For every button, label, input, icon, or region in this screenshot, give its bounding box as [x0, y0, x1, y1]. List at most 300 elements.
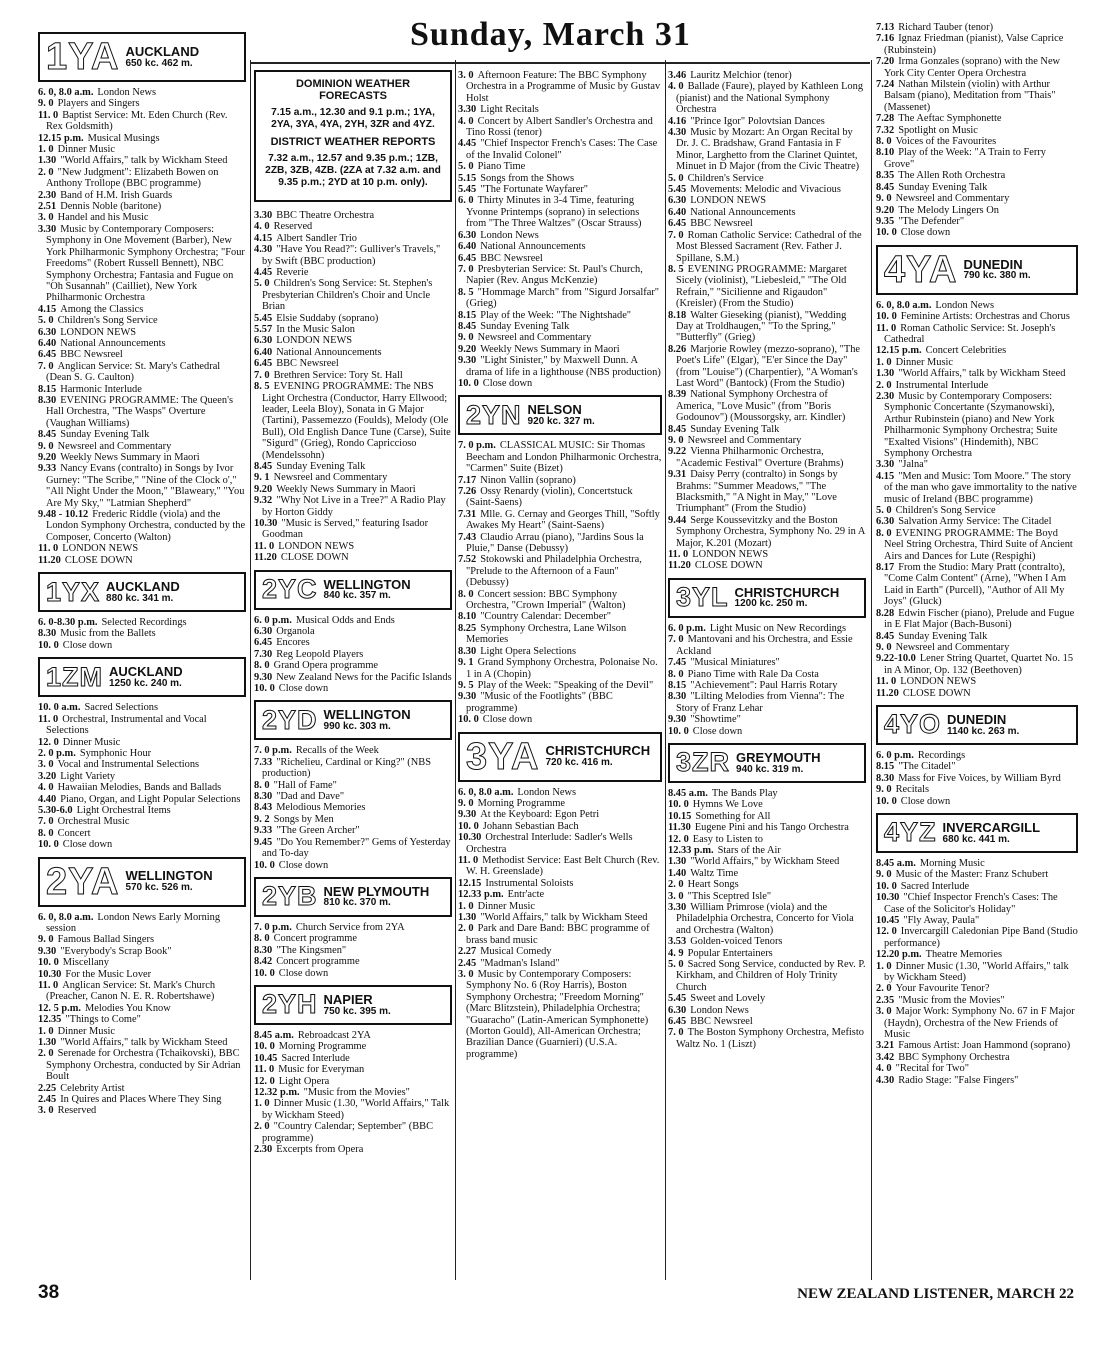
- programme-entry: [458, 310, 662, 321]
- programme-title: Lener String Quartet, Quartet No. 15 in A Minor, Op. 132 (Beethoven): [884, 653, 1074, 676]
- programme-time: 1. 0: [458, 900, 474, 912]
- programme-title: The Boston Symphony Orchestra, Mefisto Waltz No. 1 (Liszt): [676, 1027, 864, 1050]
- programme-title: London News: [690, 1004, 749, 1016]
- programme-time: 6.45: [38, 349, 57, 361]
- station-call-sign: 1YX: [46, 576, 101, 607]
- programme-time: 8.43: [254, 802, 273, 814]
- programme-entry: [876, 961, 1078, 984]
- programme-list: [668, 623, 866, 737]
- programme-time: 8.30: [38, 394, 57, 406]
- page-number: 38: [38, 1282, 60, 1303]
- programme-entry: [254, 802, 452, 813]
- programme-title: Symphony Orchestra, Lane Wilson Memories: [466, 622, 627, 646]
- programme-entry: [254, 945, 452, 956]
- programme-list: [668, 788, 866, 1050]
- programme-entry: [38, 361, 246, 384]
- programme-entry: [254, 552, 452, 563]
- programme-time: 8. 5: [254, 381, 270, 393]
- programme-title: LONDON NEWS: [278, 540, 355, 552]
- programme-time: 11. 0: [458, 854, 479, 866]
- programme-title: Entr'acte: [507, 889, 545, 901]
- programme-time: 8.25: [458, 622, 477, 634]
- station-header: [38, 857, 246, 907]
- programme-entry: [254, 358, 452, 369]
- programme-entry: [38, 737, 246, 748]
- programme-title: Park and Dare Band: BBC programme of brass band music: [466, 923, 650, 946]
- programme-entry: [876, 22, 1078, 33]
- programme-entry: [668, 116, 866, 127]
- programme-time: 6.40: [458, 241, 477, 253]
- programme-title: BBC Theatre Orchestra: [276, 210, 375, 221]
- programme-time: 6. 0 p.m.: [254, 614, 292, 626]
- programme-title: Orchestral Interlude: Sadler's Wells Orchestra: [466, 832, 633, 855]
- programme-entry: [38, 794, 246, 805]
- station-frequency: 720 kc. 416 m.: [545, 757, 613, 769]
- programme-entry: [668, 657, 866, 668]
- programme-entry: [668, 856, 866, 867]
- programme-time: 5.45: [668, 993, 687, 1005]
- programme-title: Light Opera Selections: [480, 645, 576, 657]
- station-header: [38, 657, 246, 697]
- programme-entry: [876, 136, 1078, 147]
- programme-title: Frederic Riddle (viola) and the London Symphony Orchestra, conducted by the Composer, Concerto (Walton): [46, 509, 246, 543]
- programme-time: 9.22-10.0: [876, 653, 916, 665]
- programme-time: 2. 0: [254, 1121, 270, 1133]
- programme-entry: [876, 1040, 1078, 1051]
- programme-time: 4.30: [876, 1074, 895, 1086]
- programme-time: 9.22: [668, 446, 687, 458]
- programme-entry: [38, 338, 246, 349]
- weather-title: DOMINION WEATHER FORECASTS: [295, 78, 411, 102]
- programme-title: Ninon Vallin (soprano): [480, 474, 576, 486]
- programme-time: 8. 5: [458, 286, 474, 298]
- programme-time: 10.30: [458, 832, 482, 844]
- programme-time: 10. 0: [458, 820, 479, 832]
- programme-entry: [876, 391, 1078, 459]
- programme-title: Famous Ballad Singers: [57, 934, 154, 946]
- programme-entry: [254, 233, 452, 244]
- programme-entry: [668, 195, 866, 206]
- programme-time: 8.30: [458, 645, 477, 657]
- programme-entry: [458, 378, 662, 389]
- programme-time: 2. 0 p.m.: [38, 747, 76, 759]
- programme-time: 9.20: [458, 343, 477, 355]
- programme-title: Sunday Evening Talk: [60, 429, 150, 441]
- programme-time: 9.48 - 10.12: [38, 509, 89, 521]
- page-title: Sunday, March 31: [410, 16, 691, 53]
- programme-entry: [876, 892, 1078, 915]
- programme-title: Miscellany: [62, 957, 109, 969]
- programme-title: Recalls of the Week: [295, 745, 379, 757]
- programme-time: 10. 0: [458, 714, 479, 726]
- programme-entry: [38, 782, 246, 793]
- station-frequency: 840 kc. 357 m.: [323, 590, 391, 602]
- programme-time: 9.30: [458, 809, 477, 821]
- programme-time: 7.43: [458, 531, 477, 543]
- programme-entry: [254, 472, 452, 483]
- programme-time: 5. 0: [254, 278, 270, 290]
- programme-title: Among the Classics: [60, 303, 144, 315]
- programme-time: 10. 0: [876, 880, 897, 892]
- programme-entry: [38, 969, 246, 980]
- programme-time: 7.26: [458, 486, 477, 497]
- title-rule: [250, 62, 870, 64]
- programme-time: 8. 0: [458, 588, 474, 600]
- programme-title: "Achievement": Paul Harris Rotary: [690, 679, 838, 691]
- programme-title: Famous Artist: Joan Hammond (soprano): [898, 1040, 1071, 1052]
- station-city: AUCKLAND: [109, 664, 183, 680]
- programme-entry: [254, 278, 452, 312]
- programme-list: [38, 87, 246, 566]
- programme-list: [876, 300, 1078, 699]
- programme-time: 10. 0: [668, 799, 689, 811]
- station-call-sign: 2YH: [262, 989, 318, 1020]
- programme-entry: [458, 623, 662, 646]
- programme-entry: [668, 788, 866, 799]
- programme-time: 5. 0: [876, 505, 892, 517]
- programme-entry: [458, 680, 662, 691]
- programme-time: 9. 0: [458, 797, 474, 809]
- programme-list: [458, 70, 662, 389]
- programme-time: 8. 5: [668, 263, 684, 275]
- programme-title: National Announcements: [276, 346, 382, 358]
- programme-entry: [38, 190, 246, 201]
- programme-time: 7. 0: [38, 816, 54, 828]
- programme-entry: [254, 1121, 452, 1144]
- programme-title: London News: [517, 786, 577, 798]
- programme-entry: [38, 110, 246, 133]
- programme-time: 11. 0: [876, 322, 897, 334]
- programme-title: Claudio Arrau (piano), "Jardins Sous la Pluie," Danse (Debussy): [466, 531, 644, 555]
- programme-time: 10. 0: [876, 795, 897, 807]
- programme-entry: [38, 441, 246, 452]
- programme-time: 11. 0: [38, 980, 59, 991]
- programme-time: 6.30: [876, 516, 895, 528]
- programme-list: [254, 745, 452, 870]
- programme-time: 8.28: [876, 607, 895, 619]
- programme-entry: [38, 349, 246, 360]
- programme-title: "The Citadel": [898, 761, 956, 773]
- programme-time: 10. 0: [668, 725, 689, 737]
- programme-title: BBC Symphony Orchestra: [898, 1051, 1010, 1063]
- programme-entry: [254, 757, 452, 780]
- programme-time: 6.45: [254, 637, 273, 649]
- programme-entry: [668, 1027, 866, 1050]
- programme-time: 12. 0: [876, 926, 897, 938]
- programme-entry: [876, 926, 1078, 949]
- column-divider: [665, 60, 666, 1280]
- programme-list: [254, 1030, 452, 1155]
- programme-entry: [876, 1063, 1078, 1074]
- programme-title: Spotlight on Music: [898, 124, 978, 136]
- programme-entry: [458, 241, 662, 252]
- station-call-sign: 3YA: [466, 735, 540, 778]
- programme-time: 5.45: [254, 312, 273, 324]
- programme-entry: [254, 968, 452, 979]
- station-frequency: 810 kc. 370 m.: [323, 897, 391, 909]
- programme-entry: [458, 161, 662, 172]
- programme-title: Music for Everyman: [278, 1064, 365, 1076]
- station-city: NELSON: [527, 402, 582, 418]
- programme-time: 4. 9: [668, 947, 684, 959]
- programme-title: Weekly News Summary in Maori: [276, 483, 416, 495]
- programme-time: 8.45: [458, 320, 477, 332]
- programme-title: London News: [935, 299, 995, 311]
- programme-time: 10.45: [254, 1052, 278, 1064]
- programme-time: 12.32 p.m.: [254, 1086, 300, 1098]
- programme-title: "Country Calendar: December": [480, 611, 612, 623]
- station-city: DUNEDIN: [963, 256, 1023, 272]
- programme-title: Close down: [692, 725, 743, 737]
- programme-time: 3. 0: [458, 969, 474, 981]
- programme-time: 6.30: [668, 195, 687, 207]
- programme-time: 12.35: [38, 1014, 62, 1026]
- programme-title: Instrumental Interlude: [895, 379, 989, 391]
- programme-list: [254, 922, 452, 979]
- programme-list: [38, 912, 246, 1117]
- programme-title: EVENING PROGRAMME: The Queen's Hall Orchestra, "The Wasps" Overture (Vaughan Williams): [46, 394, 234, 429]
- programme-time: 8.45 a.m.: [876, 857, 916, 869]
- programme-time: 4. 0: [458, 115, 474, 127]
- programme-title: The Aeftac Symphonette: [898, 113, 1002, 125]
- programme-entry: [668, 207, 866, 218]
- station-city: WELLINGTON: [323, 707, 411, 723]
- programme-time: 7. 0 p.m.: [254, 745, 292, 757]
- programme-entry: [254, 615, 452, 626]
- programme-title: Players and Singers: [57, 98, 140, 110]
- programme-title: Play of the Week: "Speaking of the Devil": [477, 679, 654, 691]
- programme-title: "Lilting Melodies from Vienna": The Story of Franz Lehar: [676, 691, 845, 714]
- programme-title: "Recital for Two": [895, 1063, 969, 1075]
- programme-title: "Music of the Footlights" (BBC programme): [466, 691, 613, 714]
- programme-time: 6. 0 p.m.: [876, 749, 914, 761]
- station-city: GREYMOUTH: [736, 749, 821, 765]
- column-3: [458, 70, 662, 1060]
- programme-title: EVENING PROGRAMME: Margaret Sicely (violinist), "Liebesleid," "The Old Refrain," "Sicilienne and Rigaudon" (Kreisler) (From the Studio): [676, 263, 847, 310]
- programme-entry: [38, 1094, 246, 1105]
- programme-list: [876, 22, 1078, 239]
- programme-time: 9.20: [38, 452, 57, 463]
- programme-list: [254, 210, 452, 564]
- programme-entry: [38, 509, 246, 543]
- programme-title: Vienna Philharmonic Orchestra, "Academic Festival" Overture (Brahms): [676, 446, 844, 469]
- programme-entry: [38, 1026, 246, 1037]
- programme-time: 9. 1: [458, 657, 474, 669]
- programme-title: "The Fortunate Wayfarer": [480, 184, 589, 196]
- programme-entry: [668, 868, 866, 879]
- programme-entry: [876, 653, 1078, 676]
- programme-title: Methodist Service: East Belt Church (Rev. W. H. Greenslade): [466, 854, 660, 878]
- programme-title: Newsreel and Commentary: [687, 435, 802, 446]
- programme-title: LONDON NEWS: [60, 326, 137, 338]
- programme-title: EVENING PROGRAMME: The NBS Light Orchestra (Conductor, Harry Ellwood; leader, Leela Bloy), Sonata in G Major (Tartini), Passemezzo (Foulds), Melody (Ole Bull), Old English Dance Tune (Carse), Suite "Sigurd" (Grieg), Rondo Capriccioso (Mendelssohn): [262, 381, 451, 461]
- station-frequency: 880 kc. 341 m.: [106, 592, 174, 604]
- programme-time: 7.20: [876, 56, 895, 68]
- programme-time: 2. 0: [876, 379, 892, 391]
- programme-title: Dinner Music: [62, 736, 121, 748]
- programme-title: "Prince Igor" Polovtsian Dances: [690, 115, 825, 127]
- programme-entry: [38, 702, 246, 713]
- programme-entry: [668, 127, 866, 173]
- programme-entry: [668, 834, 866, 845]
- programme-title: CLOSE DOWN: [694, 560, 763, 572]
- programme-time: 7. 0: [38, 360, 54, 372]
- programme-title: Excerpts from Opera: [276, 1144, 364, 1155]
- programme-time: 7. 0: [254, 369, 270, 381]
- programme-title: Mass for Five Voices, by William Byrd: [898, 772, 1061, 784]
- programme-time: 6.30: [38, 326, 57, 338]
- programme-time: 9.45: [254, 836, 273, 848]
- programme-title: Nancy Evans (contralto) in Songs by Ivor Gurney: "The Scribe," "Nine of the Clock o'," "All Night Under the Moon," "Blaweary," "You Are My Sky," "Latmian Shepherd": [46, 463, 245, 509]
- programme-title: "Things to Come": [65, 1014, 141, 1026]
- programme-time: 8.30: [668, 691, 687, 703]
- programme-time: 4. 0: [876, 1063, 892, 1075]
- programme-time: 6.30: [668, 1004, 687, 1016]
- programme-time: 9.35: [876, 215, 895, 227]
- programme-time: 4. 0: [668, 81, 684, 93]
- programme-entry: [254, 922, 452, 933]
- programme-title: Waltz Time: [690, 867, 739, 879]
- programme-time: 2. 0: [38, 1048, 54, 1060]
- programme-entry: [668, 230, 866, 264]
- programme-time: 9. 0: [876, 784, 892, 796]
- programme-entry: [458, 355, 662, 378]
- station-header: [668, 743, 866, 783]
- programme-entry: [668, 70, 866, 81]
- programme-entry: [458, 923, 662, 946]
- programme-entry: [38, 1037, 246, 1048]
- programme-time: 7.45: [668, 657, 687, 669]
- station-header: [668, 578, 866, 618]
- programme-entry: [876, 949, 1078, 960]
- programme-entry: [876, 608, 1078, 631]
- programme-title: Voices of the Favourites: [895, 136, 997, 148]
- programme-entry: [668, 822, 866, 833]
- programme-time: 9.33: [254, 825, 273, 837]
- column-divider: [455, 60, 456, 1280]
- programme-title: Instrumental Soloists: [485, 877, 574, 889]
- programme-title: Band of H.M. Irish Guards: [60, 189, 173, 201]
- programme-title: Music by Contemporary Composers: Symphony No. 6 (Roy Harris), Boston Symphony Orchestra; "Freedom Morning" (Marc Blitzstein), Philadelphia Orchestra; "Guaracho" (Latin-American Symphonette) (Morton Gould), All-American Orchestra; Brazilian Dance (Guarnieri) (U.S.A. programme): [466, 969, 649, 1060]
- programme-time: 10.30: [254, 517, 278, 529]
- programme-entry: [254, 933, 452, 944]
- programme-title: Afternoon Feature: The BBC Symphony Orchestra in a Programme of Music by Gustav Holst: [466, 70, 661, 104]
- programme-entry: [876, 528, 1078, 562]
- programme-entry: [668, 218, 866, 229]
- programme-time: 3. 0: [668, 890, 684, 902]
- programme-time: 9. 0: [876, 869, 892, 881]
- programme-title: LONDON NEWS: [62, 543, 139, 555]
- programme-time: 3.30: [38, 223, 57, 235]
- programme-time: 9. 2: [254, 813, 270, 825]
- programme-time: 11.20: [38, 554, 61, 566]
- programme-title: Recitals: [895, 784, 930, 796]
- station-name: [125, 869, 244, 893]
- programme-time: 3.20: [38, 770, 57, 782]
- programme-title: Handel and his Music: [57, 212, 149, 224]
- programme-title: Songs from the Shows: [480, 172, 574, 184]
- column-divider: [871, 60, 872, 1280]
- programme-title: Play of the Week: "The Nightshade": [480, 309, 632, 321]
- weather-forecast-box: [254, 70, 452, 202]
- programme-time: 8.18: [668, 309, 687, 321]
- programme-entry: [38, 543, 246, 554]
- programme-entry: [254, 1053, 452, 1064]
- programme-entry: [668, 446, 866, 469]
- programme-time: 4.16: [668, 115, 687, 127]
- programme-title: Orchestral, Instrumental and Vocal Selections: [46, 713, 207, 737]
- programme-title: From the Studio: Mary Pratt (contralto), "Come Calm Content" (Arne), "When I Am Laid in Earth" (Purcell), "Author of All My Joys" (Gluck): [884, 562, 1067, 608]
- station-name: [963, 258, 1076, 282]
- programme-title: Ballade (Faure), played by Kathleen Long (pianist) and the National Symphony Orchestra: [676, 81, 864, 116]
- programme-entry: [668, 1005, 866, 1016]
- programme-entry: [876, 182, 1078, 193]
- programme-time: 11.20: [668, 560, 691, 572]
- programme-entry: [458, 332, 662, 343]
- programme-entry: [668, 902, 866, 936]
- programme-entry: [668, 936, 866, 947]
- programme-title: Dinner Music (1.30, "World Affairs," talk by Wickham Steed): [884, 960, 1069, 984]
- programme-title: CLOSE DOWN: [64, 554, 133, 566]
- programme-title: Something for All: [695, 810, 771, 822]
- programme-time: 10. 0: [254, 967, 275, 979]
- programme-title: London News Early Morning session: [46, 911, 221, 934]
- programme-title: "Chief Inspector French's Cases: The Case of the Invalid Colonel": [466, 138, 658, 161]
- programme-title: BBC Newsreel: [690, 218, 753, 230]
- programme-time: 6. 0, 8.0 a.m.: [38, 911, 94, 923]
- programme-time: 3.30: [254, 210, 273, 221]
- footer-masthead: NEW ZEALAND LISTENER, MARCH 22: [797, 1286, 1074, 1302]
- programme-time: 6.45: [668, 1016, 687, 1028]
- station-frequency: 750 kc. 395 m.: [323, 1005, 391, 1017]
- programme-list: [668, 70, 866, 572]
- programme-entry: [458, 184, 662, 195]
- programme-entry: [876, 216, 1078, 227]
- programme-entry: [458, 969, 662, 1060]
- programme-time: 3. 0: [38, 759, 54, 771]
- programme-title: Close down: [278, 967, 329, 979]
- programme-time: 11.20: [254, 552, 277, 564]
- programme-time: 1. 0: [254, 1098, 270, 1110]
- programme-entry: [458, 116, 662, 139]
- programme-entry: [458, 589, 662, 612]
- programme-title: Dinner Music: [57, 1025, 116, 1037]
- programme-title: Weekly News Summary in Maori: [60, 452, 200, 463]
- programme-time: 8.15: [668, 679, 687, 691]
- programme-entry: [254, 956, 452, 967]
- programme-list: [38, 702, 246, 850]
- station-frequency: 790 kc. 380 m.: [963, 270, 1031, 282]
- programme-title: Nathan Milstein (violin) with Arthur Balsam (piano), Meditation from "Thais" (Massenet): [884, 79, 1056, 113]
- station-call-sign: 1ZM: [46, 661, 103, 692]
- programme-title: Celebrity Artist: [60, 1082, 125, 1094]
- programme-title: Hawaiian Melodies, Bands and Ballads: [57, 782, 222, 794]
- programme-time: 1. 0: [38, 1025, 54, 1037]
- programme-title: National Announcements: [690, 206, 796, 218]
- programme-title: Newsreel and Commentary: [477, 332, 592, 344]
- programme-time: 6.40: [38, 337, 57, 349]
- programme-entry: [254, 518, 452, 541]
- programme-entry: [254, 1076, 452, 1087]
- programme-time: 10. 0: [876, 227, 897, 239]
- programme-title: Music from the Ballets: [60, 628, 156, 640]
- programme-title: Children's Song Service: [57, 315, 158, 327]
- programme-entry: [38, 1083, 246, 1094]
- programme-title: Music by Contemporary Composers: Symphonic Concertante (Szymanowski), Arthur Rubinstein (piano) and New York Philharmonic Symphony Orchestra; Suite "Exalted Visions" (Hindemith), NBC Symphony Orchestra: [884, 390, 1058, 459]
- station-header: [254, 877, 452, 917]
- programme-time: 1. 0: [876, 356, 892, 368]
- programme-time: 2.27: [458, 946, 477, 958]
